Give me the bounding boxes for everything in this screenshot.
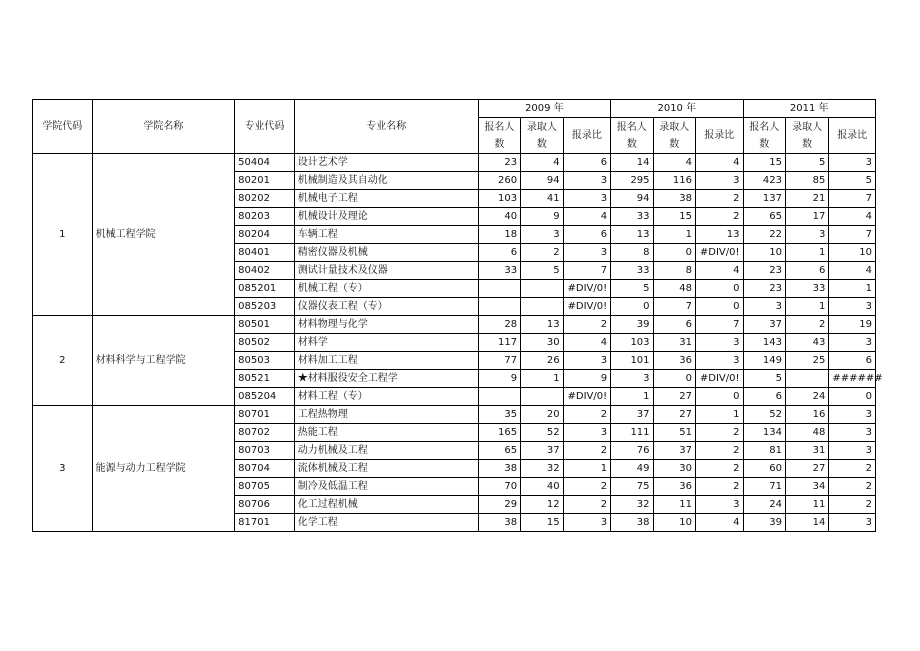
y2011-ratio-cell: 2 bbox=[829, 496, 876, 514]
y2011-apply-cell: 143 bbox=[743, 334, 785, 352]
y2009-admit-cell bbox=[521, 280, 563, 298]
y2010-ratio-cell: 2 bbox=[695, 478, 743, 496]
y2011-admit-cell: 6 bbox=[785, 262, 828, 280]
y2010-admit-cell: 51 bbox=[653, 424, 695, 442]
y2009-apply-cell: 35 bbox=[478, 406, 520, 424]
y2010-admit-cell: 0 bbox=[653, 370, 695, 388]
y2009-admit-cell: 13 bbox=[521, 316, 563, 334]
major-code-cell: 80201 bbox=[235, 172, 295, 190]
major-code-cell: 085203 bbox=[235, 298, 295, 316]
y2010-admit-cell: 0 bbox=[653, 244, 695, 262]
y2010-ratio-cell: 0 bbox=[695, 298, 743, 316]
y2011-apply-cell: 5 bbox=[743, 370, 785, 388]
major-name-cell: 材料物理与化学 bbox=[294, 316, 478, 334]
y2010-admit-cell: 36 bbox=[653, 352, 695, 370]
college-code-cell: 2 bbox=[33, 316, 93, 406]
y2009-admit-cell: 94 bbox=[521, 172, 563, 190]
college-code-cell: 1 bbox=[33, 154, 93, 316]
y2009-apply-cell: 38 bbox=[478, 460, 520, 478]
y2009-admit-cell: 5 bbox=[521, 262, 563, 280]
y2011-admit-cell: 21 bbox=[785, 190, 828, 208]
y2009-admit-cell: 40 bbox=[521, 478, 563, 496]
header-apply-2009: 报名人数 bbox=[478, 118, 520, 154]
y2011-ratio-cell: 19 bbox=[829, 316, 876, 334]
y2011-admit-cell: 1 bbox=[785, 298, 828, 316]
y2011-ratio-cell: 7 bbox=[829, 190, 876, 208]
y2010-ratio-cell: 2 bbox=[695, 424, 743, 442]
y2009-admit-cell: 4 bbox=[521, 154, 563, 172]
y2010-admit-cell: 1 bbox=[653, 226, 695, 244]
major-name-cell: 材料工程（专） bbox=[294, 388, 478, 406]
header-apply-2010: 报名人数 bbox=[611, 118, 653, 154]
y2011-admit-cell: 14 bbox=[785, 514, 828, 532]
college-code-cell: 3 bbox=[33, 406, 93, 532]
y2009-admit-cell: 2 bbox=[521, 244, 563, 262]
y2010-admit-cell: 31 bbox=[653, 334, 695, 352]
y2011-admit-cell: 3 bbox=[785, 226, 828, 244]
y2009-ratio-cell: 2 bbox=[563, 478, 611, 496]
y2011-admit-cell: 5 bbox=[785, 154, 828, 172]
y2010-ratio-cell: 2 bbox=[695, 208, 743, 226]
y2011-admit-cell: 11 bbox=[785, 496, 828, 514]
y2011-admit-cell: 24 bbox=[785, 388, 828, 406]
y2011-apply-cell: 71 bbox=[743, 478, 785, 496]
y2010-ratio-cell: 3 bbox=[695, 334, 743, 352]
y2009-admit-cell: 26 bbox=[521, 352, 563, 370]
y2011-ratio-cell: 3 bbox=[829, 424, 876, 442]
major-code-cell: 80204 bbox=[235, 226, 295, 244]
admission-stats-table bbox=[32, 99, 883, 532]
y2011-apply-cell: 15 bbox=[743, 154, 785, 172]
y2011-ratio-cell: 3 bbox=[829, 334, 876, 352]
y2010-apply-cell: 33 bbox=[611, 262, 653, 280]
y2011-admit-cell: 33 bbox=[785, 280, 828, 298]
y2011-ratio-cell: 4 bbox=[829, 262, 876, 280]
y2009-ratio-cell: 2 bbox=[563, 406, 611, 424]
y2010-ratio-cell: 3 bbox=[695, 496, 743, 514]
y2010-admit-cell: 10 bbox=[653, 514, 695, 532]
y2009-apply-cell: 260 bbox=[478, 172, 520, 190]
major-code-cell: 80702 bbox=[235, 424, 295, 442]
y2009-admit-cell: 32 bbox=[521, 460, 563, 478]
y2009-ratio-cell: 3 bbox=[563, 514, 611, 532]
y2009-apply-cell: 165 bbox=[478, 424, 520, 442]
y2010-ratio-cell: 13 bbox=[695, 226, 743, 244]
y2009-apply-cell: 38 bbox=[478, 514, 520, 532]
y2011-ratio-cell: 6 bbox=[829, 352, 876, 370]
y2010-apply-cell: 295 bbox=[611, 172, 653, 190]
major-name-cell: 机械工程（专） bbox=[294, 280, 478, 298]
y2011-ratio-cell: 10 bbox=[829, 244, 876, 262]
y2011-ratio-cell: 2 bbox=[829, 460, 876, 478]
y2009-apply-cell: 103 bbox=[478, 190, 520, 208]
y2010-apply-cell: 33 bbox=[611, 208, 653, 226]
y2010-apply-cell: 14 bbox=[611, 154, 653, 172]
y2010-apply-cell: 76 bbox=[611, 442, 653, 460]
y2009-admit-cell bbox=[521, 298, 563, 316]
y2010-ratio-cell: 0 bbox=[695, 388, 743, 406]
y2011-apply-cell: 39 bbox=[743, 514, 785, 532]
y2011-ratio-cell: 5 bbox=[829, 172, 876, 190]
table-row bbox=[33, 316, 876, 334]
header-admit-2009: 录取人数 bbox=[521, 118, 563, 154]
y2010-apply-cell: 75 bbox=[611, 478, 653, 496]
y2010-ratio-cell: 4 bbox=[695, 262, 743, 280]
y2011-admit-cell: 27 bbox=[785, 460, 828, 478]
header-year-2011: 2011 年 bbox=[743, 100, 876, 118]
y2011-admit-cell: 1 bbox=[785, 244, 828, 262]
y2011-admit-cell: 2 bbox=[785, 316, 828, 334]
header-ratio-2010: 报录比 bbox=[695, 118, 743, 154]
y2010-apply-cell: 1 bbox=[611, 388, 653, 406]
major-name-cell: 设计艺术学 bbox=[294, 154, 478, 172]
y2010-apply-cell: 39 bbox=[611, 316, 653, 334]
y2010-apply-cell: 38 bbox=[611, 514, 653, 532]
major-name-cell: 机械制造及其自动化 bbox=[294, 172, 478, 190]
y2010-ratio-cell: 1 bbox=[695, 406, 743, 424]
y2011-ratio-cell: 3 bbox=[829, 514, 876, 532]
y2011-apply-cell: 137 bbox=[743, 190, 785, 208]
y2009-admit-cell bbox=[521, 388, 563, 406]
y2011-ratio-cell: 0 bbox=[829, 388, 876, 406]
y2011-apply-cell: 60 bbox=[743, 460, 785, 478]
major-name-cell: 机械电子工程 bbox=[294, 190, 478, 208]
y2010-apply-cell: 3 bbox=[611, 370, 653, 388]
y2010-ratio-cell: 3 bbox=[695, 172, 743, 190]
y2009-ratio-cell: 2 bbox=[563, 442, 611, 460]
y2010-admit-cell: 11 bbox=[653, 496, 695, 514]
y2009-apply-cell: 23 bbox=[478, 154, 520, 172]
major-name-cell: 精密仪器及机械 bbox=[294, 244, 478, 262]
major-code-cell: 085204 bbox=[235, 388, 295, 406]
y2010-admit-cell: 36 bbox=[653, 478, 695, 496]
y2009-apply-cell: 65 bbox=[478, 442, 520, 460]
major-code-cell: 80521 bbox=[235, 370, 295, 388]
header-year-2009: 2009 年 bbox=[478, 100, 610, 118]
y2011-apply-cell: 65 bbox=[743, 208, 785, 226]
header-admit-2011: 录取人数 bbox=[785, 118, 828, 154]
table-body bbox=[33, 154, 883, 532]
y2011-ratio-cell: ###### bbox=[829, 370, 876, 388]
y2011-ratio-cell: 3 bbox=[829, 406, 876, 424]
major-code-cell: 80703 bbox=[235, 442, 295, 460]
y2009-apply-cell: 6 bbox=[478, 244, 520, 262]
table-row bbox=[33, 406, 876, 424]
y2009-ratio-cell: 6 bbox=[563, 226, 611, 244]
y2010-ratio-cell: #DIV/0! bbox=[695, 370, 743, 388]
major-code-cell: 80402 bbox=[235, 262, 295, 280]
y2011-ratio-cell: 3 bbox=[829, 298, 876, 316]
y2011-admit-cell: 25 bbox=[785, 352, 828, 370]
y2009-apply-cell: 9 bbox=[478, 370, 520, 388]
y2011-apply-cell: 6 bbox=[743, 388, 785, 406]
y2011-admit-cell: 85 bbox=[785, 172, 828, 190]
header-ratio-2011: 报录比 bbox=[829, 118, 876, 154]
y2011-ratio-cell: 3 bbox=[829, 442, 876, 460]
y2009-ratio-cell: 4 bbox=[563, 208, 611, 226]
major-name-cell: 制冷及低温工程 bbox=[294, 478, 478, 496]
y2009-apply-cell: 70 bbox=[478, 478, 520, 496]
major-name-cell: 流体机械及工程 bbox=[294, 460, 478, 478]
y2011-apply-cell: 23 bbox=[743, 280, 785, 298]
y2011-apply-cell: 24 bbox=[743, 496, 785, 514]
major-code-cell: 81701 bbox=[235, 514, 295, 532]
y2011-admit-cell bbox=[785, 370, 828, 388]
y2010-admit-cell: 15 bbox=[653, 208, 695, 226]
y2009-ratio-cell: 3 bbox=[563, 352, 611, 370]
major-name-cell: 化学工程 bbox=[294, 514, 478, 532]
major-code-cell: 80704 bbox=[235, 460, 295, 478]
y2011-apply-cell: 3 bbox=[743, 298, 785, 316]
college-name-cell: 能源与动力工程学院 bbox=[92, 406, 235, 532]
header-apply-2011: 报名人数 bbox=[743, 118, 785, 154]
y2010-admit-cell: 27 bbox=[653, 388, 695, 406]
y2010-ratio-cell: 2 bbox=[695, 442, 743, 460]
header-college-code: 学院代码 bbox=[33, 100, 93, 154]
header-ratio-2009: 报录比 bbox=[563, 118, 611, 154]
header-major-name: 专业名称 bbox=[294, 100, 478, 154]
y2010-ratio-cell: 2 bbox=[695, 190, 743, 208]
major-code-cell: 80502 bbox=[235, 334, 295, 352]
y2010-admit-cell: 8 bbox=[653, 262, 695, 280]
y2009-apply-cell: 40 bbox=[478, 208, 520, 226]
major-code-cell: 80203 bbox=[235, 208, 295, 226]
y2011-admit-cell: 48 bbox=[785, 424, 828, 442]
y2009-admit-cell: 1 bbox=[521, 370, 563, 388]
y2010-admit-cell: 116 bbox=[653, 172, 695, 190]
y2010-admit-cell: 4 bbox=[653, 154, 695, 172]
y2009-ratio-cell: #DIV/0! bbox=[563, 388, 611, 406]
y2011-ratio-cell: 3 bbox=[829, 154, 876, 172]
y2010-ratio-cell: 2 bbox=[695, 460, 743, 478]
y2011-admit-cell: 43 bbox=[785, 334, 828, 352]
major-code-cell: 80501 bbox=[235, 316, 295, 334]
y2010-admit-cell: 37 bbox=[653, 442, 695, 460]
y2010-ratio-cell: 4 bbox=[695, 514, 743, 532]
major-code-cell: 80701 bbox=[235, 406, 295, 424]
y2009-admit-cell: 30 bbox=[521, 334, 563, 352]
y2010-ratio-cell: #DIV/0! bbox=[695, 244, 743, 262]
y2010-apply-cell: 13 bbox=[611, 226, 653, 244]
y2009-apply-cell: 29 bbox=[478, 496, 520, 514]
y2009-ratio-cell: 1 bbox=[563, 460, 611, 478]
y2009-admit-cell: 9 bbox=[521, 208, 563, 226]
header-major-code: 专业代码 bbox=[235, 100, 295, 154]
y2010-apply-cell: 8 bbox=[611, 244, 653, 262]
y2009-apply-cell: 28 bbox=[478, 316, 520, 334]
major-name-cell: 车辆工程 bbox=[294, 226, 478, 244]
y2010-admit-cell: 38 bbox=[653, 190, 695, 208]
y2010-apply-cell: 103 bbox=[611, 334, 653, 352]
y2009-ratio-cell: 7 bbox=[563, 262, 611, 280]
y2010-apply-cell: 32 bbox=[611, 496, 653, 514]
major-code-cell: 80202 bbox=[235, 190, 295, 208]
major-name-cell: 机械设计及理论 bbox=[294, 208, 478, 226]
major-name-cell: 动力机械及工程 bbox=[294, 442, 478, 460]
y2010-apply-cell: 101 bbox=[611, 352, 653, 370]
y2010-apply-cell: 37 bbox=[611, 406, 653, 424]
header-year-2010: 2010 年 bbox=[611, 100, 743, 118]
y2009-ratio-cell: 2 bbox=[563, 496, 611, 514]
major-code-cell: 80401 bbox=[235, 244, 295, 262]
y2011-admit-cell: 16 bbox=[785, 406, 828, 424]
y2011-ratio-cell: 7 bbox=[829, 226, 876, 244]
y2010-admit-cell: 30 bbox=[653, 460, 695, 478]
y2011-admit-cell: 34 bbox=[785, 478, 828, 496]
y2009-admit-cell: 12 bbox=[521, 496, 563, 514]
y2010-admit-cell: 27 bbox=[653, 406, 695, 424]
y2011-apply-cell: 37 bbox=[743, 316, 785, 334]
major-name-cell: 材料学 bbox=[294, 334, 478, 352]
y2010-admit-cell: 6 bbox=[653, 316, 695, 334]
y2011-admit-cell: 31 bbox=[785, 442, 828, 460]
y2009-admit-cell: 52 bbox=[521, 424, 563, 442]
y2009-apply-cell bbox=[478, 280, 520, 298]
header-admit-2010: 录取人数 bbox=[653, 118, 695, 154]
y2011-ratio-cell: 1 bbox=[829, 280, 876, 298]
y2009-admit-cell: 20 bbox=[521, 406, 563, 424]
major-code-cell: 50404 bbox=[235, 154, 295, 172]
y2010-ratio-cell: 0 bbox=[695, 280, 743, 298]
y2011-apply-cell: 22 bbox=[743, 226, 785, 244]
y2010-apply-cell: 111 bbox=[611, 424, 653, 442]
y2009-ratio-cell: 6 bbox=[563, 154, 611, 172]
major-code-cell: 80706 bbox=[235, 496, 295, 514]
y2009-admit-cell: 3 bbox=[521, 226, 563, 244]
y2009-ratio-cell: 2 bbox=[563, 316, 611, 334]
major-name-cell: 化工过程机械 bbox=[294, 496, 478, 514]
y2011-ratio-cell: 2 bbox=[829, 478, 876, 496]
y2011-apply-cell: 423 bbox=[743, 172, 785, 190]
y2010-apply-cell: 5 bbox=[611, 280, 653, 298]
y2009-admit-cell: 37 bbox=[521, 442, 563, 460]
y2009-admit-cell: 41 bbox=[521, 190, 563, 208]
y2009-ratio-cell: 3 bbox=[563, 190, 611, 208]
y2011-apply-cell: 52 bbox=[743, 406, 785, 424]
y2011-admit-cell: 17 bbox=[785, 208, 828, 226]
major-code-cell: 80503 bbox=[235, 352, 295, 370]
y2010-ratio-cell: 3 bbox=[695, 352, 743, 370]
y2009-ratio-cell: #DIV/0! bbox=[563, 298, 611, 316]
y2011-apply-cell: 134 bbox=[743, 424, 785, 442]
major-name-cell: 工程热物理 bbox=[294, 406, 478, 424]
y2010-apply-cell: 49 bbox=[611, 460, 653, 478]
major-code-cell: 80705 bbox=[235, 478, 295, 496]
y2009-apply-cell bbox=[478, 298, 520, 316]
y2009-ratio-cell: 3 bbox=[563, 424, 611, 442]
college-name-cell: 机械工程学院 bbox=[92, 154, 235, 316]
y2011-apply-cell: 23 bbox=[743, 262, 785, 280]
major-name-cell: ★材料服役安全工程学 bbox=[294, 370, 478, 388]
header-college-name: 学院名称 bbox=[92, 100, 235, 154]
major-name-cell: 仪器仪表工程（专） bbox=[294, 298, 478, 316]
y2011-ratio-cell: 4 bbox=[829, 208, 876, 226]
y2009-apply-cell: 18 bbox=[478, 226, 520, 244]
major-name-cell: 热能工程 bbox=[294, 424, 478, 442]
y2010-ratio-cell: 4 bbox=[695, 154, 743, 172]
y2010-apply-cell: 94 bbox=[611, 190, 653, 208]
y2009-apply-cell bbox=[478, 388, 520, 406]
y2009-ratio-cell: 4 bbox=[563, 334, 611, 352]
y2010-admit-cell: 48 bbox=[653, 280, 695, 298]
y2011-apply-cell: 10 bbox=[743, 244, 785, 262]
y2009-admit-cell: 15 bbox=[521, 514, 563, 532]
major-code-cell: 085201 bbox=[235, 280, 295, 298]
y2011-apply-cell: 149 bbox=[743, 352, 785, 370]
major-name-cell: 测试计量技术及仪器 bbox=[294, 262, 478, 280]
y2009-ratio-cell: 3 bbox=[563, 244, 611, 262]
y2009-apply-cell: 77 bbox=[478, 352, 520, 370]
y2009-ratio-cell: #DIV/0! bbox=[563, 280, 611, 298]
y2009-apply-cell: 33 bbox=[478, 262, 520, 280]
y2010-apply-cell: 0 bbox=[611, 298, 653, 316]
y2010-ratio-cell: 7 bbox=[695, 316, 743, 334]
y2010-admit-cell: 7 bbox=[653, 298, 695, 316]
y2009-ratio-cell: 9 bbox=[563, 370, 611, 388]
y2009-apply-cell: 117 bbox=[478, 334, 520, 352]
y2011-apply-cell: 81 bbox=[743, 442, 785, 460]
y2009-ratio-cell: 3 bbox=[563, 172, 611, 190]
major-name-cell: 材料加工工程 bbox=[294, 352, 478, 370]
college-name-cell: 材料科学与工程学院 bbox=[92, 316, 235, 406]
table-row bbox=[33, 154, 876, 172]
